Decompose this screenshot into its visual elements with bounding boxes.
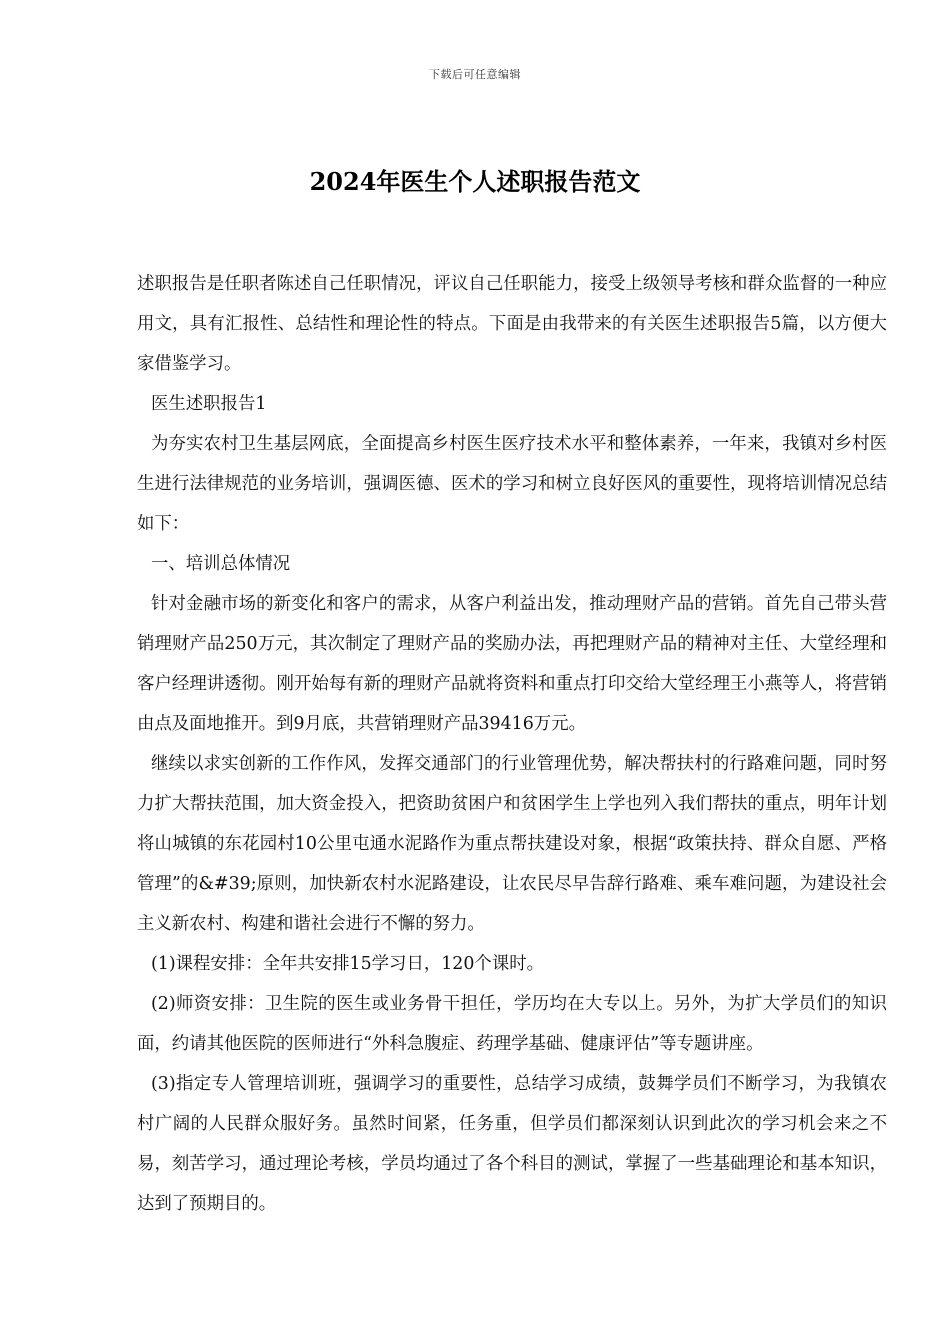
paragraph-training-purpose: 为夯实农村卫生基层网底，全面提高乡村医生医疗技术水平和整体素养，一年来，我镇对乡村医生进行法律规范的业务培训，强调医德、医术的学习和树立良好医风的重要性，现将培训情况总结如下： — [137, 434, 887, 534]
paragraph-intro: 述职报告是任职者陈述自己任职情况，评议自己任职能力，接受上级领导考核和群众监督的一种应用文，具有汇报性、总结性和理论性的特点。下面是由我带来的有关医生述职报告5篇，以方便大家借鉴学习。 — [137, 274, 887, 374]
paragraph-marketing: 针对金融市场的新变化和客户的需求，从客户利益出发，推动理财产品的营销。首先自己带头营销理财产品250万元，其次制定了理财产品的奖励办法，再把理财产品的精神对主任、大堂经理和客户经理讲透彻。刚开始每有新的理财产品就将资料和重点打印交给大堂经理王小燕等人，将营销由点及面地推开。到9月底，共营销理财产品39416万元。 — [137, 594, 887, 734]
document-title: 2024年医生个人述职报告范文 — [309, 167, 641, 196]
paragraph-assistance: 继续以求实创新的工作作风，发挥交通部门的行业管理优势，解决帮扶村的行路难问题，同时努力扩大帮扶范围，加大资金投入，把资助贫困户和贫困学生上学也列入我们帮扶的重点，明年计划将山城镇的东花园村10公里屯通水泥路作为重点帮扶建设对象，根据“政策扶持、群众自愿、严格管理”的&#39;原则，加快新农村水泥路建设，让农民尽早告辞行路难、乘车难问题，为建设社会主义新农村、构建和谐社会进行不懈的努力。 — [137, 754, 887, 934]
document-body — [137, 264, 887, 1224]
paragraph-course-schedule: (1)课程安排：全年共安排15学习日，120个课时。 — [151, 954, 544, 974]
header-note: 下载后可任意编辑 — [429, 68, 521, 81]
paragraph-report-heading: 医生述职报告1 — [151, 394, 267, 414]
paragraph-faculty: (2)师资安排：卫生院的医生或业务骨干担任，学历均在大专以上。另外，为扩大学员们的知识面，约请其他医院的医师进行“外科急腹症、药理学基础、健康评估”等专题讲座。 — [137, 994, 887, 1054]
paragraph-management: (3)指定专人管理培训班，强调学习的重要性，总结学习成绩，鼓舞学员们不断学习，为我镇农村广阔的人民群众服好务。虽然时间紧，任务重，但学员们都深刻认识到此次的学习机会来之不易，刻苦学习，通过理论考核，学员均通过了各个科目的测试，掌握了一些基础理论和基本知识，达到了预期目的。 — [137, 1074, 887, 1214]
paragraph-section-heading: 一、培训总体情况 — [151, 554, 291, 574]
